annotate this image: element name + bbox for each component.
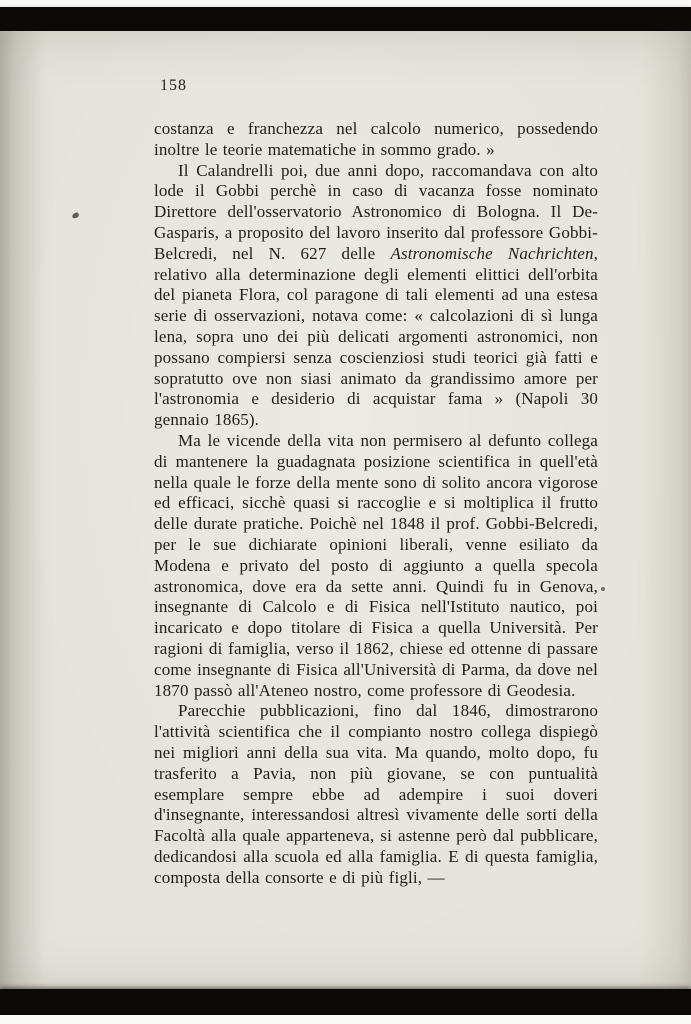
paragraph-vicende: Ma le vicende della vita non permisero al defunto collega di mantenere la guadagnata posizione scientifica in quell'età nella quale le forze della mente sono di solito ancora vigorose ed efficaci, sicchè quasi si raccoglie e si moltiplica il frutto delle durate pratiche. Poichè nel 1848 il prof. Gobbi-Belcredi, per le sue dichiarate opinioni liberali, venne esiliato da Modena e privato del posto di aggiunto a quella specola astronomica, dove era da sette anni. Quindi fu in Genova, insegnante di Calcolo e di Fisica nell'Istituto nautico, poi incaricato e dopo titolare di Fisica a quella Università. Per ragioni di famiglia, verso il 1862, chiese ed ottenne di passare come insegnante di Fisica all'Università di Parma, da dove nel 1870 passò all'Ateneo nostro, come professore di Geodesia.: [154, 430, 598, 700]
paragraph-segment: Il Calandrelli poi, due anni dopo, raccomandava con alto lode il Gobbi perchè in caso di vacanza fosse nominato Direttore dell'osservatorio Astronomico di Bologna. Il De-Gasparis, a proposito del lavoro inserito dal professore Gobbi-Belcredi, nel N. 627 delle: [154, 160, 598, 263]
scan-black-bar-bottom: [0, 989, 691, 1015]
paragraph-continuation: costanza e franchezza nel calcolo numerico, possedendo inoltre le teorie matematiche in sommo grado. »: [154, 119, 598, 159]
scan-edge-white-bottom: [0, 1015, 691, 1024]
page-number: 158: [160, 77, 187, 94]
ink-speck: [71, 212, 79, 219]
scan-black-bar-top: [0, 7, 691, 31]
scan-edge-white-top: [0, 0, 691, 7]
paragraph-pubblicazioni: Parecchie pubblicazioni, fino dal 1846, dimostrarono l'attività scientifica che il compianto nostro collega dispiegò nei migliori anni della sua vita. Ma quando, molto dopo, fu trasferito a Pavia, non più giovane, se con puntualità esemplare sempre ebbe ad adempire i suoi doveri d'insegnante, interessandosi altresì vivamente delle sorti della Facoltà alla quale apparteneva, si astenne però dal pubblicare, dedicandosi alla scuola ed alla famiglia. E di questa famiglia, composta della consorte e di più figli, —: [154, 701, 598, 887]
paragraph-segment: , relativo alla determinazione degli elementi elittici dell'orbita del pianeta Flora, col paragone di tali elementi ad una estesa serie di osservazioni, notava come: « calcolazioni di sì lunga lena, sopra uno dei più delicati argomenti astronomici, non possano compiersi senza coscienziosi studi teorici già fatti e sopratutto ove non siasi animato da grandissimo amore per l'astronomia e desiderio di acquistar fama » (Napoli 30 gennaio 1865).: [154, 243, 599, 430]
text-block: [154, 119, 598, 888]
ink-dot: [601, 587, 605, 591]
page-gutter-shade: [0, 31, 46, 989]
paper-page: [0, 31, 691, 989]
paragraph-calandrelli: [154, 161, 598, 431]
paragraph-segment-italic-journal-title: Astronomische Nachrichten: [390, 243, 594, 263]
